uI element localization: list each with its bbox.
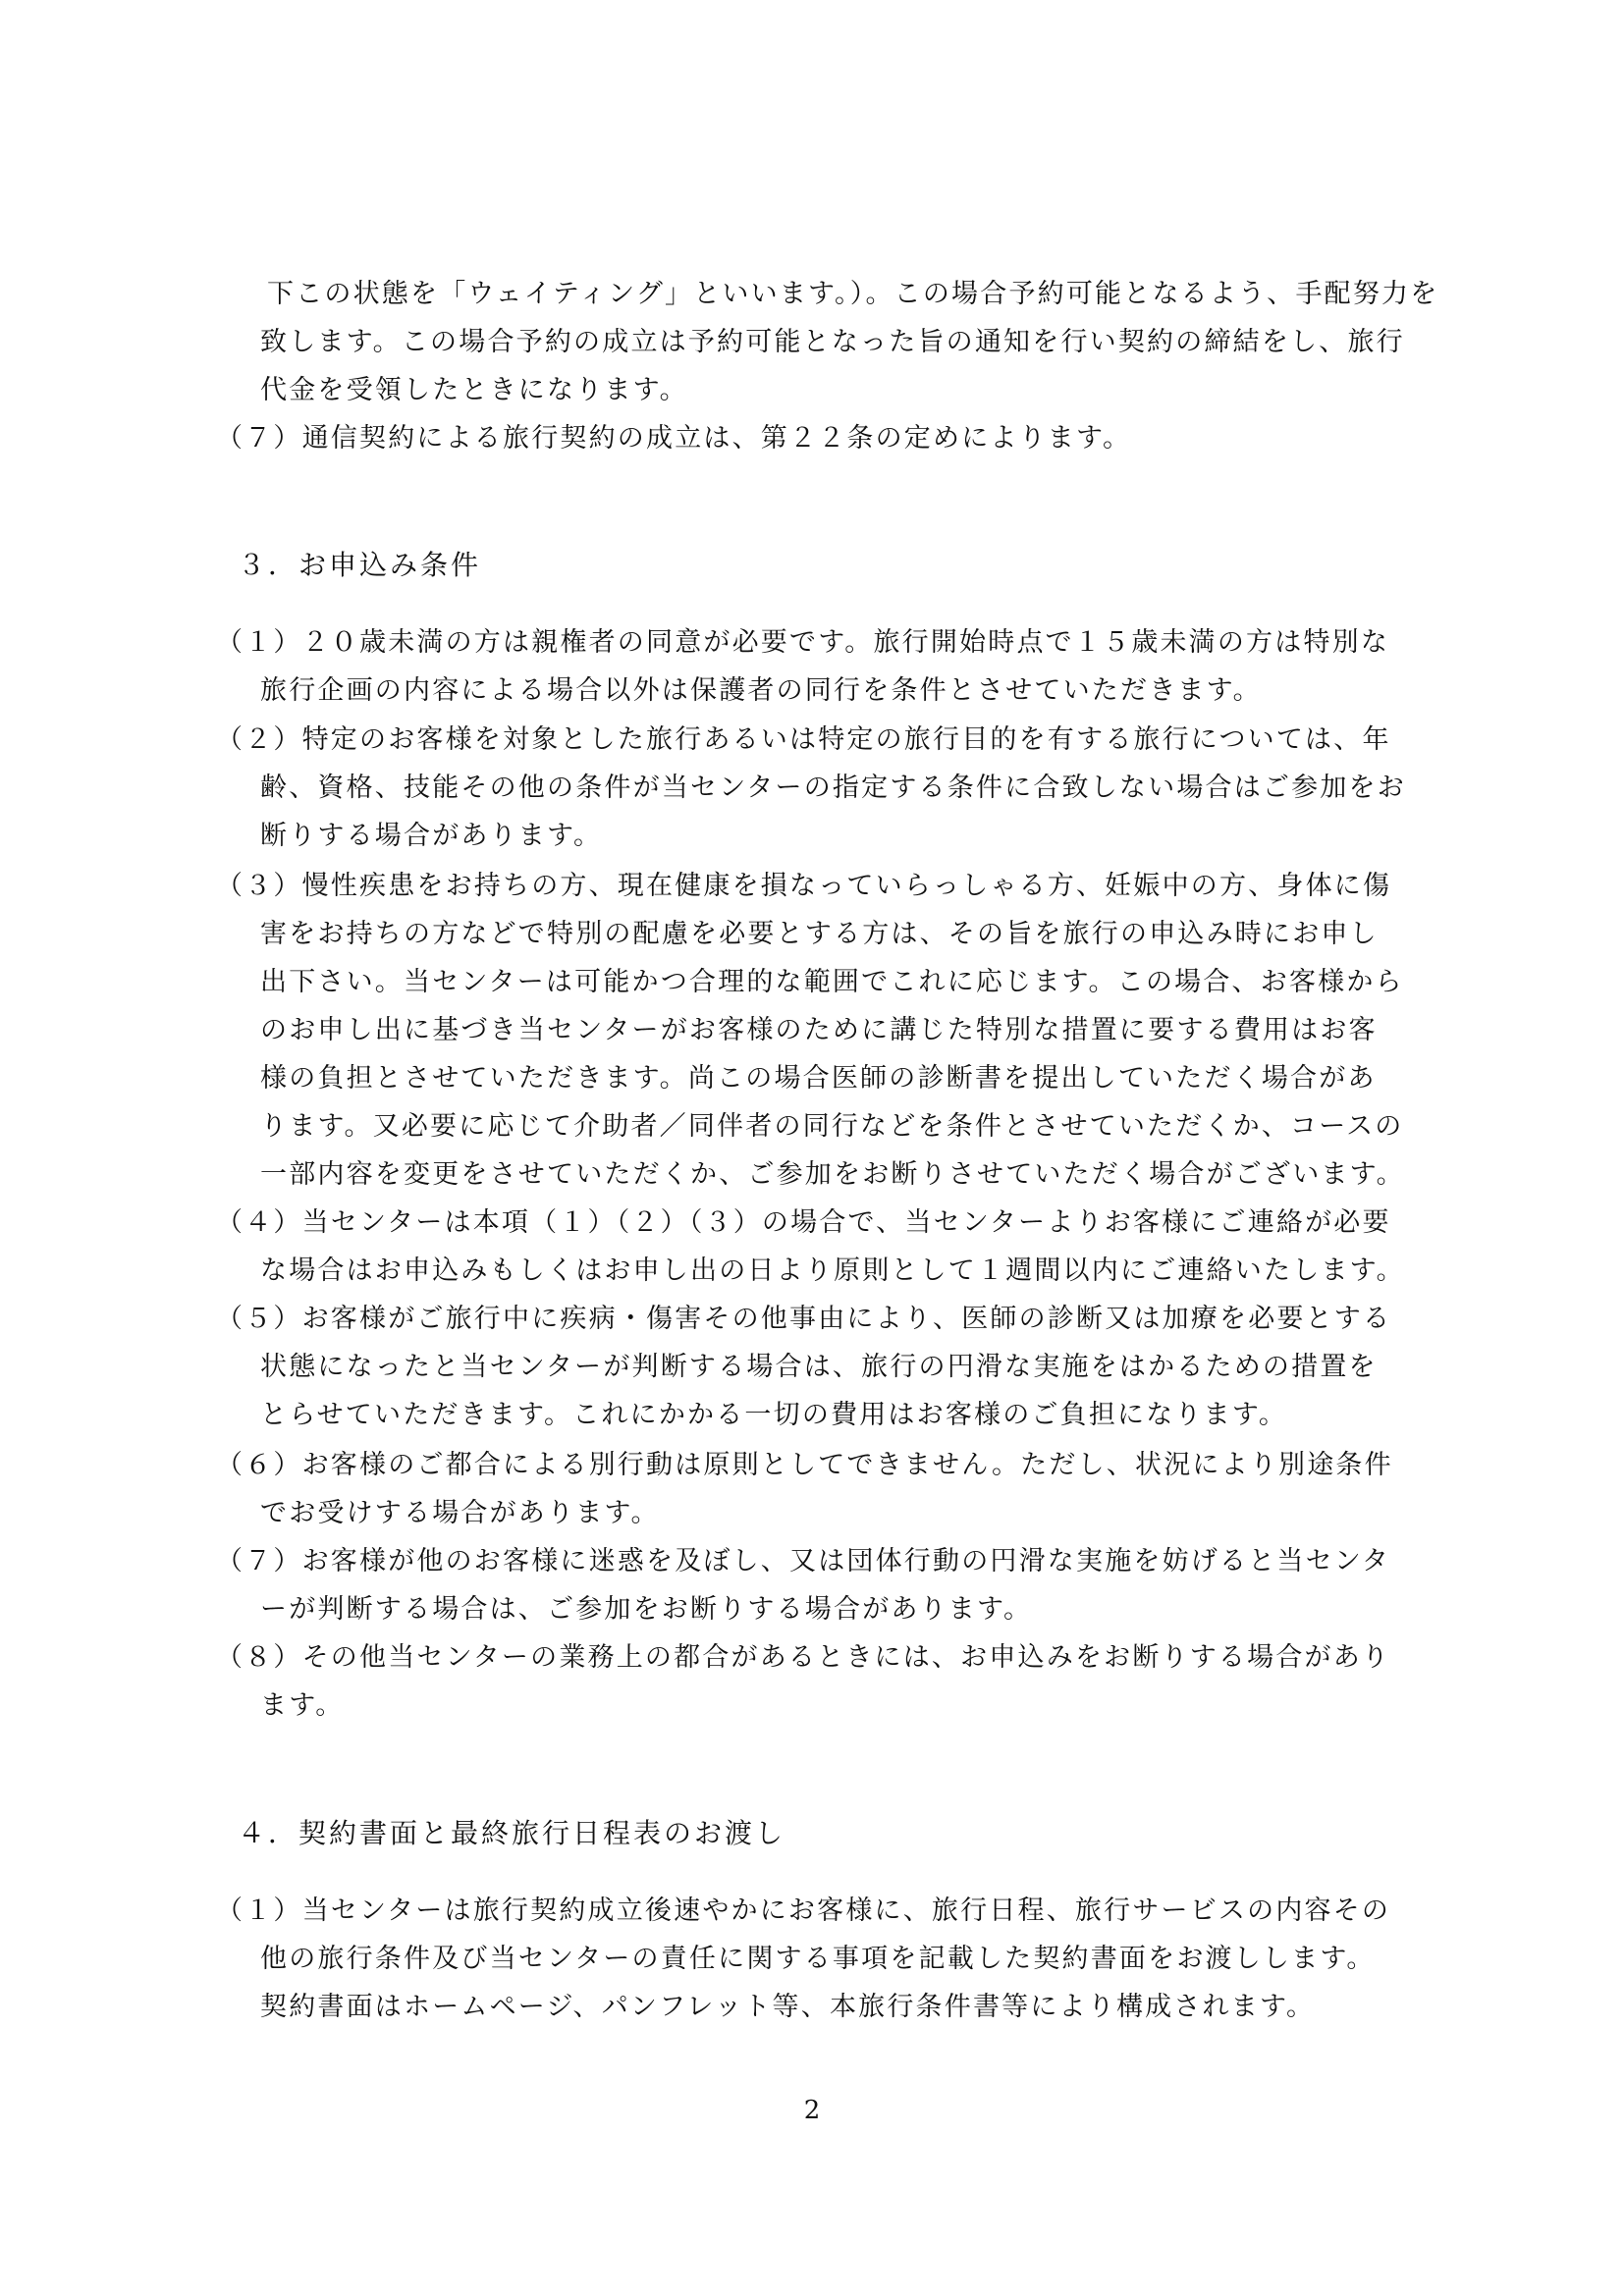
continuation-line: 致します。この場合予約の成立は予約可能となった旨の通知を行い契約の締結をし、旅行: [260, 327, 1405, 357]
s4-item-1: （１）当センターは旅行契約成立後速やかにお客様に、旅行日程、旅行サービスの内容その: [216, 1896, 1391, 1926]
s3-item-2: （２）特定のお客様を対象とした旅行あるいは特定の旅行目的を有する旅行については、年: [216, 724, 1391, 755]
s3-item-3: 出下さい。当センターは可能かつ合理的な範囲でこれに応じます。この場合、お客様から: [260, 967, 1404, 997]
s4-item-1: 他の旅行条件及び当センターの責任に関する事項を記載した契約書面をお渡しします。: [260, 1944, 1376, 1974]
s3-item-7: ーが判断する場合は、ご参加をお断りする場合があります。: [260, 1594, 1033, 1625]
continuation-line: 下この状態を「ウェイティング」といいます。）。この場合予約可能となるよう、手配努力を: [267, 279, 1439, 309]
s3-item-2: 断りする場合があります。: [260, 821, 603, 851]
continuation-line: 代金を受領したときになります。: [260, 375, 688, 405]
s4-item-1: 契約書面はホームページ、パンフレット等、本旅行条件書等により構成されます。: [260, 1992, 1316, 2022]
s3-item-5: とらせていただきます。これにかかる一切の費用はお客様のご負担になります。: [260, 1400, 1288, 1430]
s3-item-5: 状態になったと当センターが判断する場合は、旅行の円滑な実施をはかるための措置を: [260, 1352, 1378, 1382]
s3-item-4: な場合はお申込みもしくはお申し出の日より原則として１週間以内にご連絡いたします。: [260, 1255, 1405, 1286]
s3-item-8: ます。: [260, 1690, 345, 1721]
section-3-title: ３．お申込み条件: [238, 549, 482, 581]
s3-item-3: 害をお持ちの方などで特別の配慮を必要とする方は、その旨を旅行の申込み時にお申し: [260, 919, 1379, 949]
s3-item-6: でお受けする場合があります。: [260, 1498, 660, 1528]
s3-item-8: （８）その他当センターの業務上の都合があるときには、お申込みをお断りする場合があり: [216, 1642, 1391, 1673]
s3-item-3: 様の負担とさせていただきます。尚この場合医師の診断書を提出していただく場合があ: [260, 1063, 1377, 1094]
s3-item-7: （７）お客様が他のお客様に迷惑を及ぼし、又は団体行動の円滑な実施を妨げると当センタ: [216, 1546, 1391, 1576]
s3-item-4: （４）当センターは本項（１）（２）（３）の場合で、当センターよりお客様にご連絡が必要: [216, 1207, 1391, 1238]
s3-item-1: （１）２０歳未満の方は親権者の同意が必要です。旅行開始時点で１５歳未満の方は特別な: [216, 627, 1390, 658]
s3-item-1: 旅行企画の内容による場合以外は保護者の同行を条件とさせていただきます。: [260, 675, 1262, 706]
section-4-title: ４．契約書面と最終旅行日程表のお渡し: [238, 1817, 786, 1849]
s3-item-3: ります。又必要に応じて介助者／同伴者の同行などを条件とさせていただくか、コースの: [260, 1111, 1404, 1142]
s3-item-6: （６）お客様のご都合による別行動は原則としてできません。ただし、状況により別途条件: [216, 1450, 1393, 1480]
s3-item-3: のお申し出に基づき当センターがお客様のために講じた特別な措置に要する費用はお客: [260, 1015, 1378, 1045]
clause-7-communication-contract: （７）通信契約による旅行契約の成立は、第２２条の定めによります。: [216, 423, 1132, 454]
s3-item-3: （３）慢性疾患をお持ちの方、現在健康を損なっていらっしゃる方、妊娠中の方、身体に傷: [216, 871, 1392, 901]
s3-item-2: 齢、資格、技能その他の条件が当センターの指定する条件に合致しない場合はご参加をお: [260, 773, 1406, 803]
s3-item-5: （５）お客様がご旅行中に疾病・傷害その他事由により、医師の診断又は加療を必要とする: [216, 1304, 1392, 1334]
s3-item-3: 一部内容を変更をさせていただくか、ご参加をお断りさせていただく場合がございます。: [260, 1159, 1405, 1190]
page-number: 2: [803, 2096, 821, 2125]
